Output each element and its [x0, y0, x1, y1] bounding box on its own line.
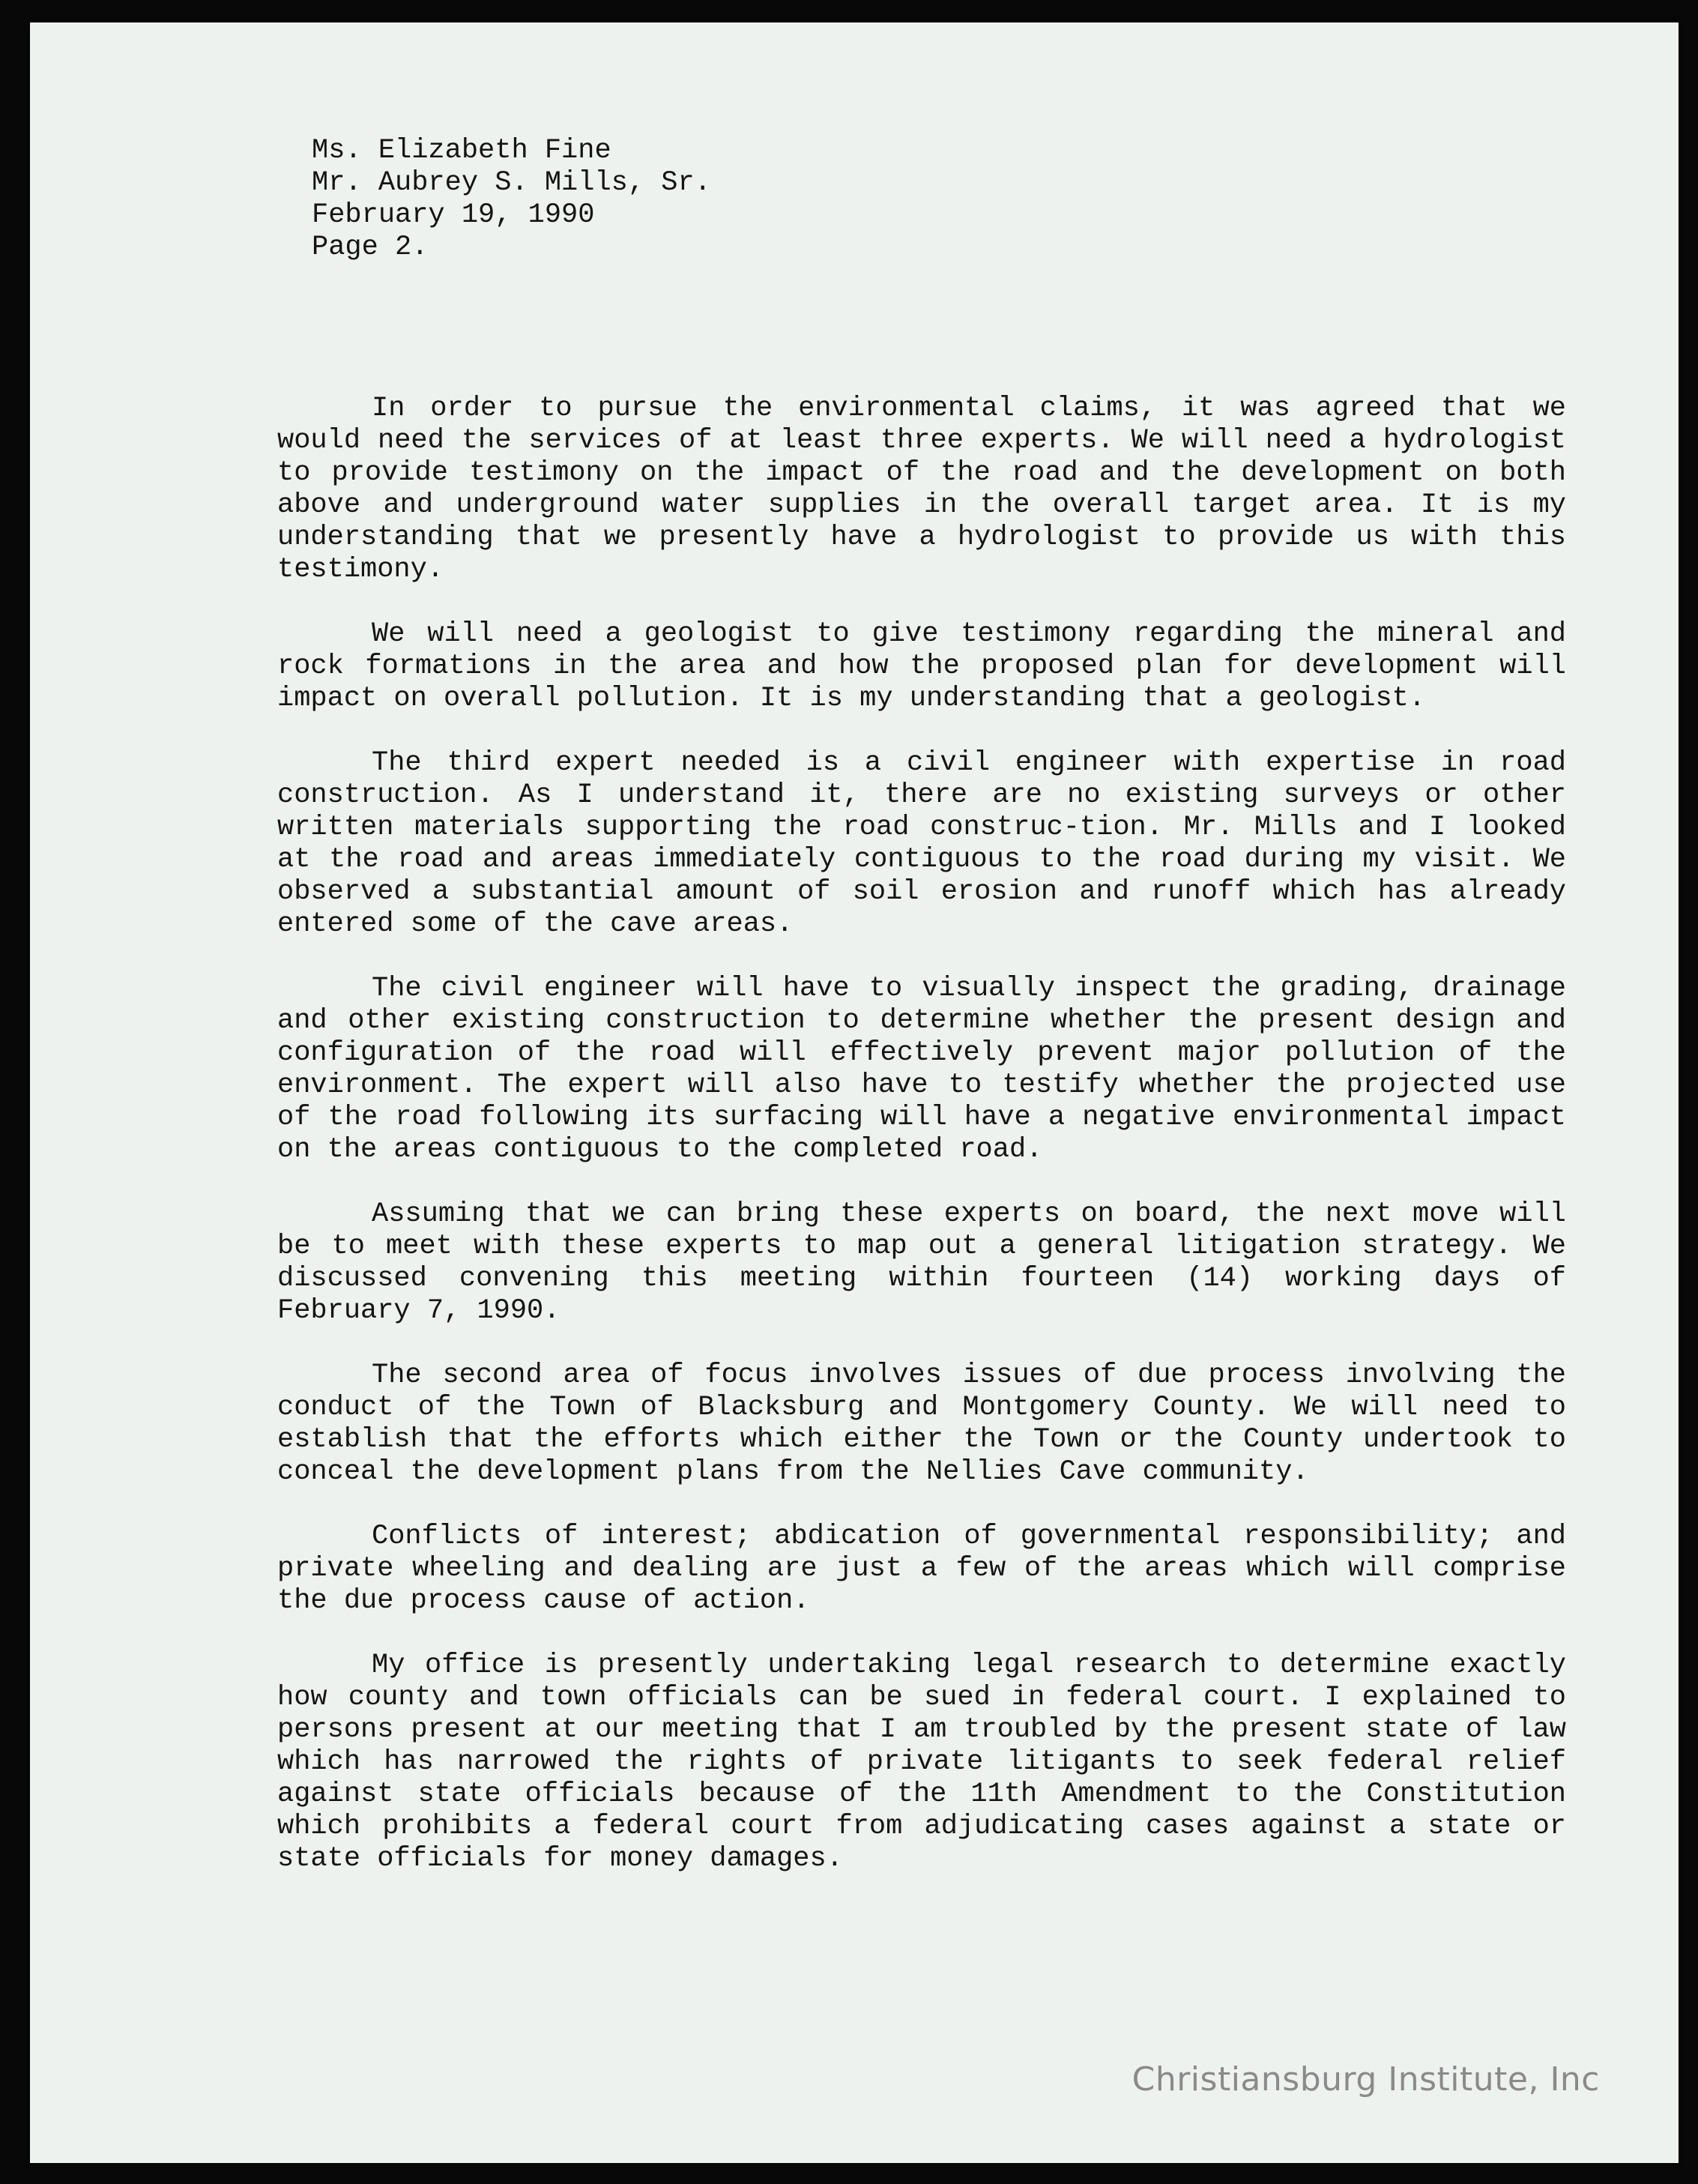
paragraph-conflicts: Conflicts of interest; abdication of governmental responsibility; and private wheeling and dealing are just a few of the areas which will comprise the due process cause of action. — [277, 1521, 1566, 1617]
page-number: Page 2. — [312, 232, 429, 263]
document-page — [30, 22, 1679, 2163]
watermark: Christiansburg Institute, Inc — [1132, 2060, 1600, 2099]
paragraph-geologist: We will need a geologist to give testimony regarding the mineral and rock formations in the area and how the proposed plan for development will impact on overall pollution. It is my understanding that a geologist. — [277, 618, 1566, 714]
paragraph-civil-engineer: The third expert needed is a civil engineer with expertise in road construction. As I understand it, there are no existing surveys or other written materials supporting the road construc-tion. Mr. Mills and I looked at the road and areas immediately contiguous to the road during my visit. We observed a substantial amount of soil erosion and runoff which has already entered some of the cave areas. — [277, 747, 1566, 940]
letter-date: February 19, 1990 — [312, 199, 595, 231]
paragraph-due-process: The second area of focus involves issues of due process involving the conduct of the Town of Blacksburg and Montgomery County. We will need to establish that the efforts which either the Town or the County undertook to conceal the development plans from the Nellies Cave community. — [277, 1360, 1566, 1488]
letter-body — [277, 135, 1566, 1907]
paragraph-strategy: Assuming that we can bring these experts on board, the next move will be to meet with these experts to map out a general litigation strategy. We discussed convening this meeting within fourteen (14) working days of February 7, 1990. — [277, 1198, 1566, 1327]
paragraph-legal-research: My office is presently undertaking legal research to determine exactly how county and town officials can be sued in federal court. I explained to persons present at our meeting that I am troubled by the present state of law which has narrowed the rights of private litigants to seek federal relief against state officials because of the 11th Amendment to the Constitution which prohibits a federal court from adjudicating cases against a state or state officials for money damages. — [277, 1650, 1566, 1874]
paragraph-experts: In order to pursue the environmental claims, it was agreed that we would need the services of at least three experts. We will need a hydrologist to provide testimony on the impact of the road and the development on both above and underground water supplies in the overall target area. It is my understanding that we presently have a hydrologist to provide us with this testimony. — [277, 393, 1566, 585]
letter-header — [277, 135, 1566, 264]
recipient-name-1: Ms. Elizabeth Fine — [312, 135, 611, 166]
paragraph-inspection: The civil engineer will have to visually inspect the grading, drainage and other existing construction to determine whether the present design and configuration of the road will effectively prevent major pollution of the environment. The expert will also have to testify whether the projected use of the road following its surfacing will have a negative environmental impact on the areas contiguous to the completed road. — [277, 973, 1566, 1165]
recipient-name-2: Mr. Aubrey S. Mills, Sr. — [312, 167, 711, 199]
